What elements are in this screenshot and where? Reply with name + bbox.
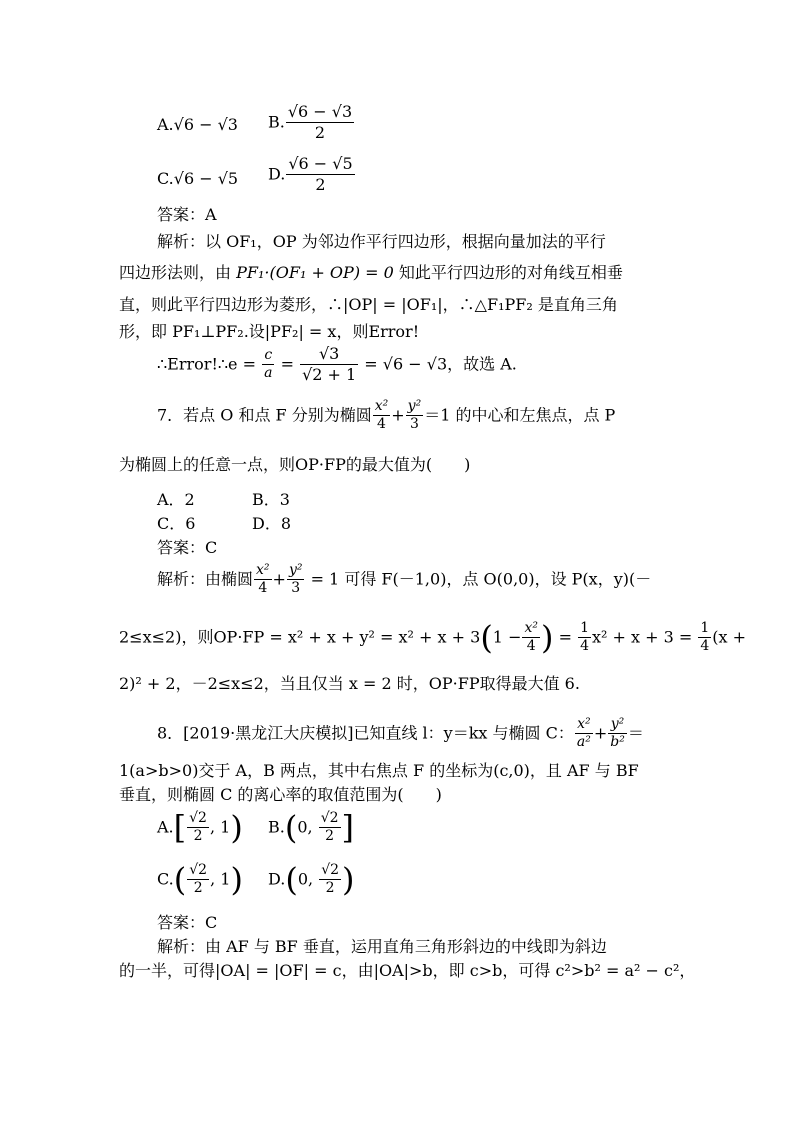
q6-explanation-line-5: ∴Error!∴e = $\frac{c}{a}$ = $\frac{√3}{√2 + 1}$ = √6 − √3，故选 A. xyxy=(157,344,517,384)
q6-explanation-line-2: 四边形法则，由 PF₁·(OF₁ + OP) = 0 知此平行四边形的对角线互相垂 xyxy=(119,263,623,282)
q7-stem-line-1: 7．若点 O 和点 F 分别为椭圆 $\frac{\text{x²}}{4}$ + $\frac{\text{y²}}{3}$ ＝1 的中心和左焦点，点 P xyxy=(157,398,616,432)
q7-option-b: B．3 xyxy=(252,490,290,509)
q7-explanation-line-3: 2)² + 2，－2≤x≤2，当且仅当 x = 2 时，OP·FP取得最大值 6. xyxy=(119,674,580,693)
q8-option-b: B.(0, $\frac{√2}{2}$ ] xyxy=(268,808,355,847)
q7-option-a: A．2 xyxy=(157,490,195,509)
q6-answer: 答案：A xyxy=(157,205,217,224)
q7-stem-line-2: 为椭圆上的任意一点，则OP·FP的最大值为( ) xyxy=(119,455,471,474)
q8-explanation-line-1: 解析：由 AF 与 BF 垂直，运用直角三角形斜边的中线即为斜边 xyxy=(157,937,607,956)
q8-option-a: A.[ $\frac{√2}{2}$ , 1) xyxy=(157,808,243,847)
q6-explanation-line-4: 形，即 PF₁⊥PF₂.设|PF₂| = x，则Error! xyxy=(119,322,420,341)
q8-explanation-line-2: 的一半，可得|OA| = |OF| = c，由|OA|>b，即 c>b，可得 c²>b² = a² − c²， xyxy=(119,961,696,980)
q7-option-d: D．8 xyxy=(252,514,292,533)
q8-option-d: D.(0, $\frac{√2}{2}$ ) xyxy=(268,860,355,899)
q8-stem-line-2: 1(a>b>0)交于 A，B 两点，其中右焦点 F 的坐标为(c,0)，且 AF 与 BF xyxy=(119,761,639,780)
q7-explanation-line-1: 解析：由椭圆 $\frac{\text{x²}}{4}$ + $\frac{\text{y²}}{3}$ = 1 可得 F(－1,0)，点 O(0,0)，设 P(x，y)(－ xyxy=(157,562,652,596)
q7-explanation-line-2: 2≤x≤2)，则OP·FP = x² + x + y² = x² + x + 3(1 − $\frac{\text{x²}}{4}$ ) = $\frac{1}{4}$ x² + x + 3 = $\frac{1}{4}$ (x + xyxy=(119,618,747,657)
q8-answer: 答案：C xyxy=(157,913,218,932)
q6-option-b: B. $\frac{√6 - √3}{2}$ xyxy=(268,102,353,142)
q7-answer: 答案：C xyxy=(157,538,218,557)
q6-explanation-line-1: 解析：以 OF₁，OP 为邻边作平行四边形，根据向量加法的平行 xyxy=(157,232,606,251)
q8-option-c: C.( $\frac{√2}{2}$ , 1) xyxy=(157,860,243,899)
q6-option-a: A.√6 − √3 xyxy=(157,115,238,134)
q6-option-d: D. $\frac{√6 - √5}{2}$ xyxy=(268,154,353,194)
q8-stem-line-1: 8．[2019·黑龙江大庆模拟]已知直线 l：y＝kx 与椭圆 C： $\frac{\text{x²}}{\text{a²}}$ + $\frac{\text{y²}}{\text{b²}}$ ＝ xyxy=(157,716,644,750)
q6-explanation-line-3: 直，则此平行四边形为菱形，∴|OP| = |OF₁|，∴△F₁PF₂ 是直角三角 xyxy=(119,295,618,314)
q6-option-c: C.√6 − √5 xyxy=(157,169,239,188)
q8-stem-line-3: 垂直，则椭圆 C 的离心率的取值范围为( ) xyxy=(119,785,442,804)
q7-option-c: C．6 xyxy=(157,514,196,533)
